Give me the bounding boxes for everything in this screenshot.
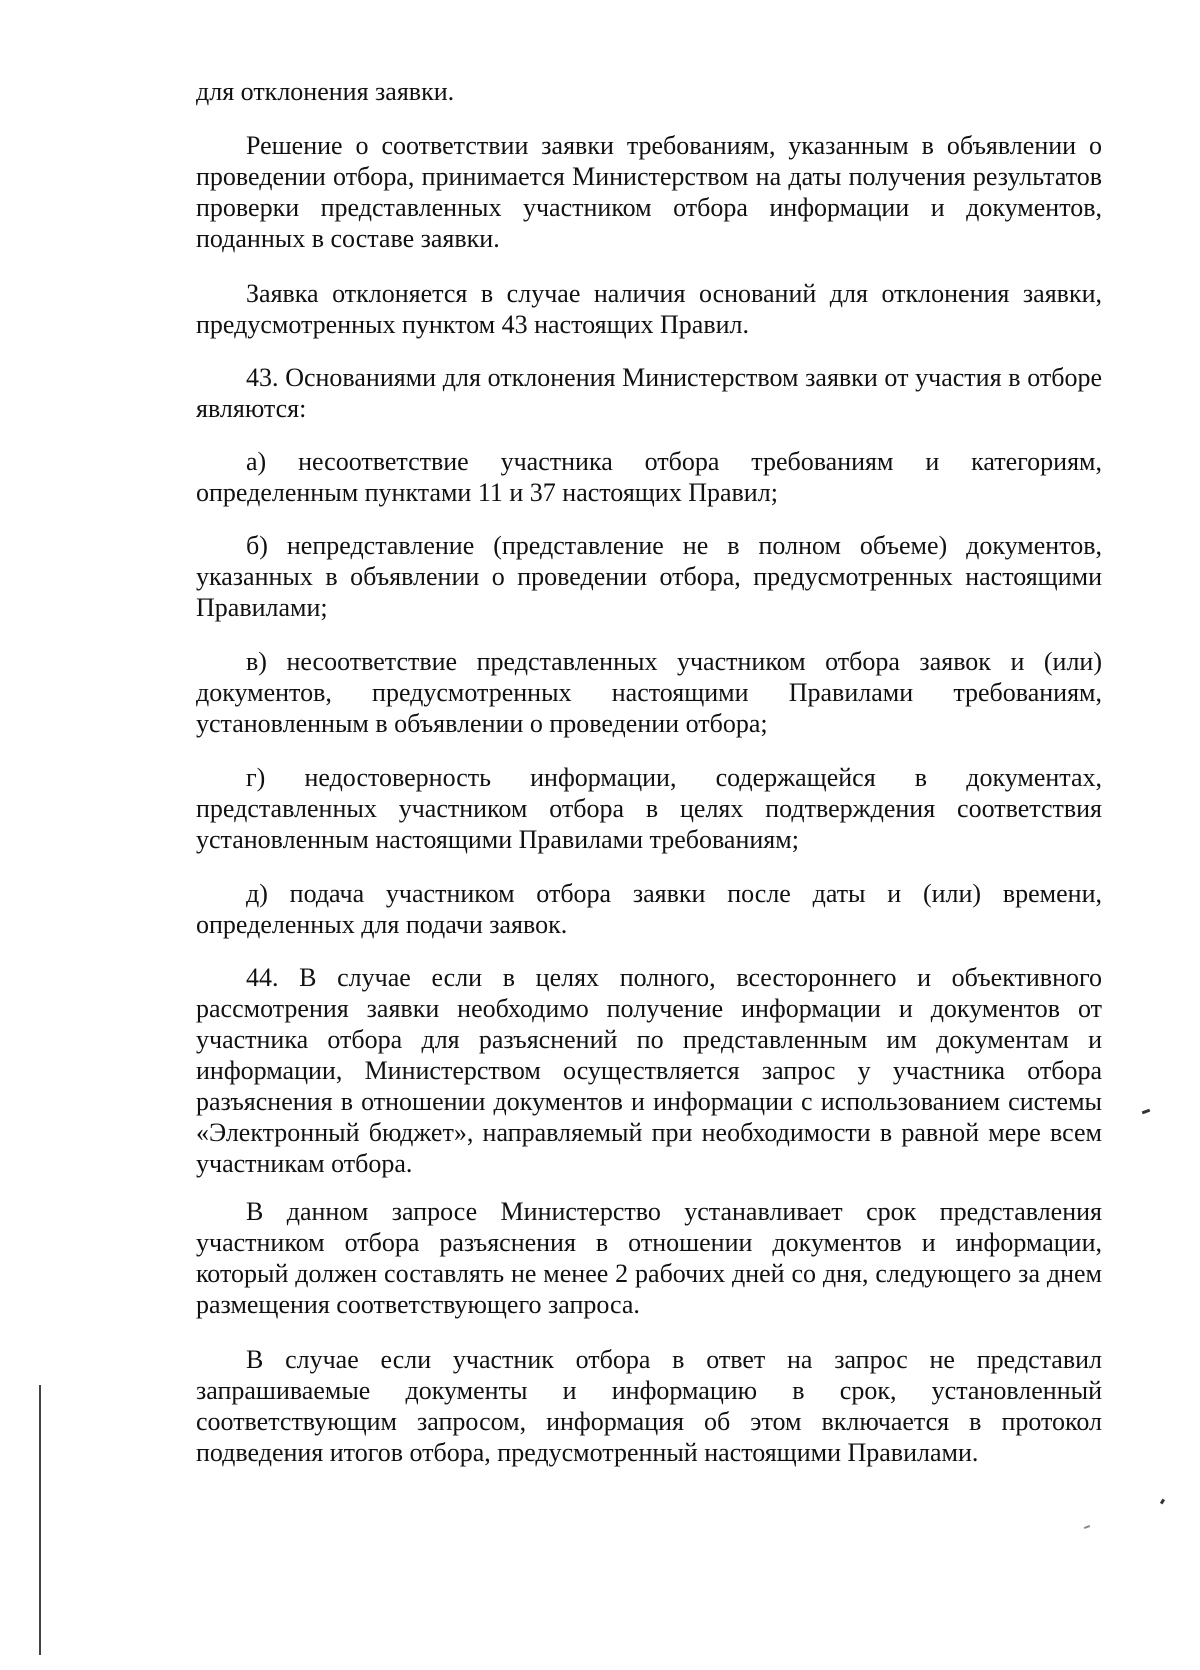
paragraph-item-a: а) несоответствие участника отбора требованиям и категориям, определенным пунктами 11 и 37 настоящих Правил;	[196, 447, 1102, 507]
paragraph-item-v: в) несоответствие представленных участником отбора заявок и (или) документов, предусмотренных настоящими Правилами требованиям, установленным в объявлении о проведении отбора;	[196, 647, 1102, 738]
paragraph-continuation: для отклонения заявки.	[196, 77, 455, 106]
scan-speck	[1160, 1499, 1165, 1505]
paragraph-request-term: В данном запросе Министерство устанавливает срок представления участником отбора разъяснения в отношении документов и информации, который должен составлять не менее 2 рабочих дней со дня, следующего за днем размещения соответствующего запроса.	[196, 1197, 1102, 1319]
paragraph-decision: Решение о соответствии заявки требованиям, указанным в объявлении о проведении отбора, принимается Министерством на даты получения результатов проверки представленных участником отбора информации и документов, поданных в составе заявки.	[196, 131, 1102, 253]
paragraph-item-d: д) подача участником отбора заявки после даты и (или) времени, определенных для подачи заявок.	[196, 879, 1102, 939]
scan-speck	[1142, 1109, 1151, 1115]
paragraph-no-response: В случае если участник отбора в ответ на запрос не представил запрашиваемые документы и информацию в срок, установленный соответствующим запросом, информация об этом включается в протокол подведения итогов отбора, предусмотренный настоящими Правилами.	[196, 1345, 1102, 1467]
paragraph-item-b: б) непредставление (представление не в полном объеме) документов, указанных в объявлении о проведении отбора, предусмотренных настоящими Правилами;	[196, 531, 1102, 622]
scan-margin-line	[39, 1385, 41, 1655]
paragraph-item-g: г) недостоверность информации, содержащейся в документах, представленных участником отбора в целях подтверждения соответствия установленным настоящими Правилами требованиям;	[196, 763, 1102, 854]
paragraph-item-44: 44. В случае если в целях полного, всестороннего и объективного рассмотрения заявки необходимо получение информации и документов от участника отбора для разъяснений по представленным им документам и информации, Министерством осуществляется запрос у участника отбора разъяснения в отношении документов и информации с использованием системы «Электронный бюджет», направляемый при необходимости в равной мере всем участникам отбора.	[196, 963, 1102, 1178]
paragraph-item-43: 43. Основаниями для отклонения Министерством заявки от участия в отборе являются:	[196, 363, 1102, 423]
scan-speck	[1084, 1525, 1090, 1529]
paragraph-rejection: Заявка отклоняется в случае наличия оснований для отклонения заявки, предусмотренных пунктом 43 настоящих Правил.	[196, 279, 1102, 339]
